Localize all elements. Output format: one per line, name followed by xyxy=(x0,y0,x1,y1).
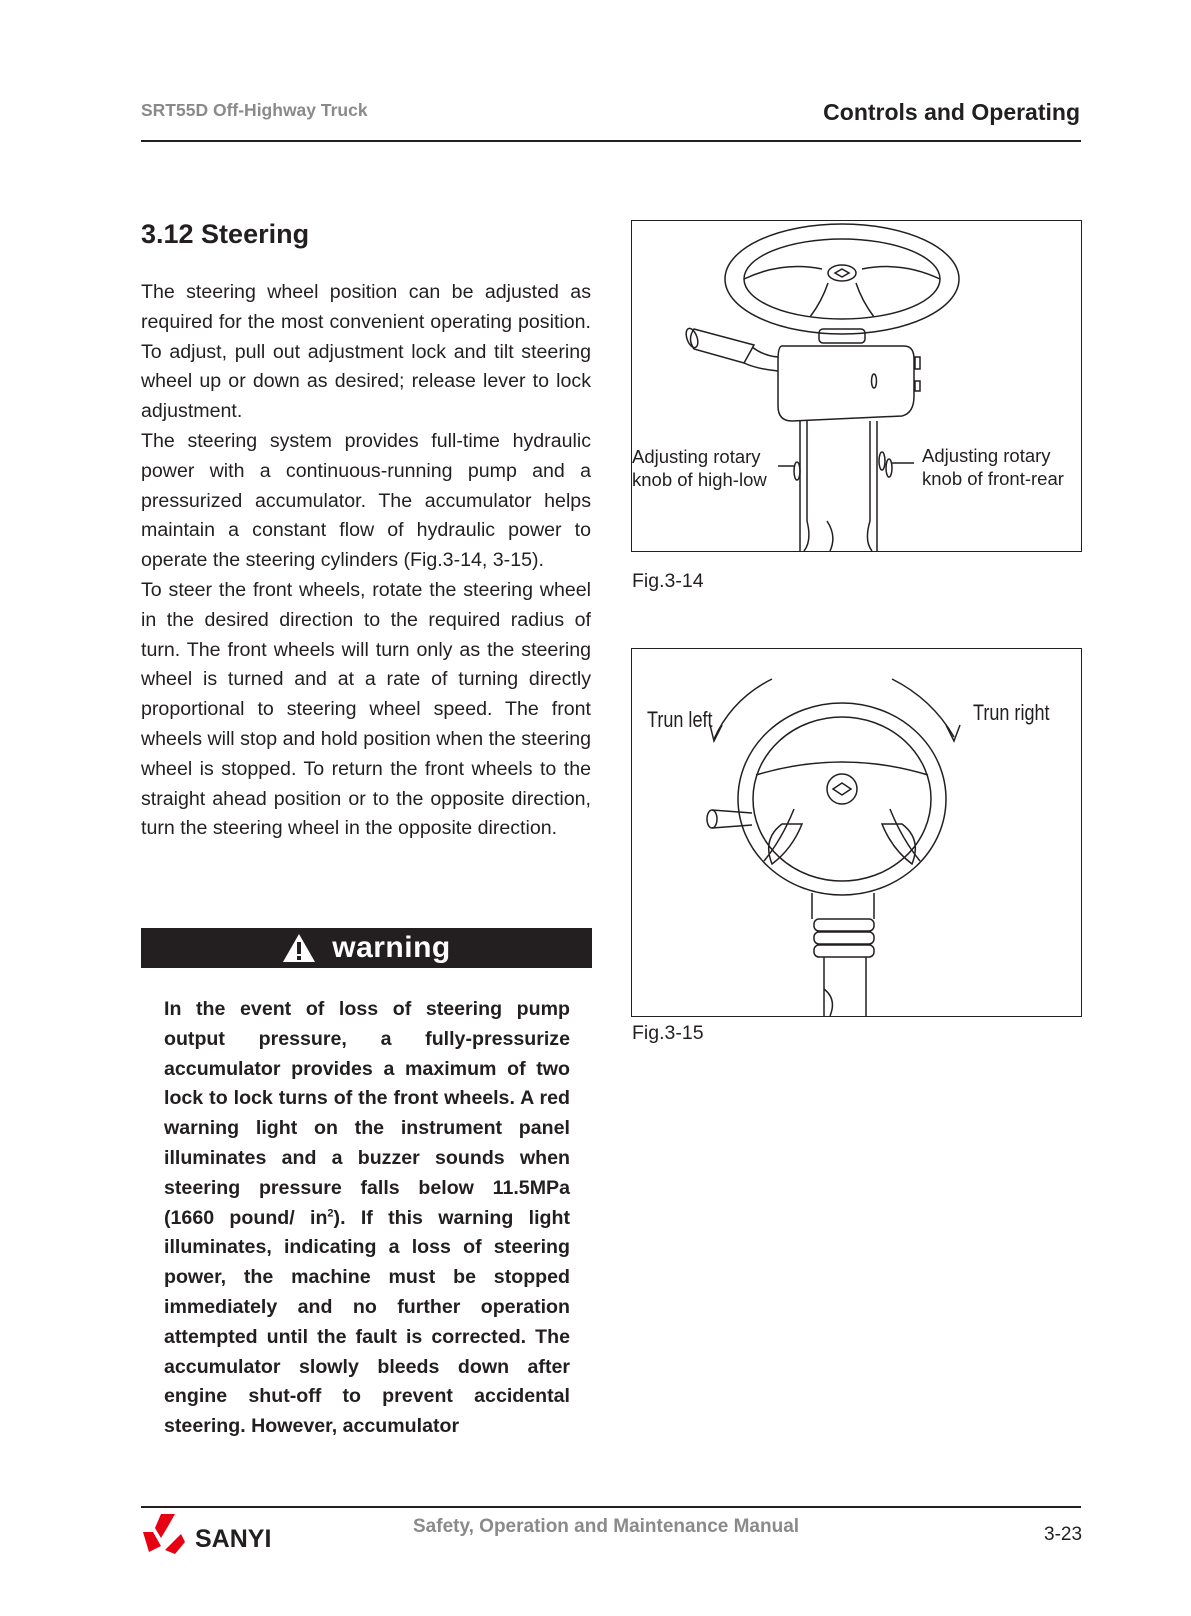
figure-caption: Fig.3-15 xyxy=(632,1022,704,1044)
label-high-low-knob xyxy=(632,445,767,491)
header-manual-title: SRT55D Off-Highway Truck xyxy=(141,100,368,120)
label-line: Adjusting rotary xyxy=(922,445,1051,466)
steering-column-illustration xyxy=(632,221,1081,551)
warning-triangle-icon xyxy=(282,933,316,963)
warning-text-part2: ). If this warning light illuminates, indicating a loss of steering power, the machine must be stopped immediately and no further operation attempted until the fault is corrected. The accumulator slowly bleeds down after engine shut-off to prevent accidental steering. However, accumulator xyxy=(164,1206,570,1438)
footer-rule xyxy=(141,1506,1081,1508)
footer-manual-name: Safety, Operation and Maintenance Manual xyxy=(413,1516,800,1537)
warning-banner xyxy=(141,928,592,968)
label-turn-right: Trun right xyxy=(973,700,1050,725)
section-body xyxy=(141,278,591,844)
sanyi-logo xyxy=(141,1510,291,1563)
warning-text-part1: In the event of loss of steering pump output pressure, a fully-pressurize accumulator provides a maximum of two lock to lock turns of the front wheels. A red warning light on the instrument panel illuminates and a buzzer sounds when steering pressure falls below 11.5MPa (1660 pound/ in xyxy=(164,998,570,1229)
label-turn-left: Trun left xyxy=(647,707,713,732)
header-rule xyxy=(141,140,1081,142)
section-title: 3.12 Steering xyxy=(141,219,310,249)
label-line: knob of high-low xyxy=(632,469,767,490)
superscript: 2 xyxy=(327,1207,334,1220)
figure-caption: Fig.3-14 xyxy=(632,570,704,592)
body-paragraph: The steering wheel position can be adjusted as required for the most convenient operating position. To adjust, pull out adjustment lock and tilt steering wheel up or down as desired; release lever to lock adjustment. xyxy=(141,281,591,423)
warning-text xyxy=(164,995,570,1442)
sanyi-logo-mark xyxy=(141,1510,291,1558)
body-paragraph: The steering system provides full-time hydraulic power with a continuous-running pump and a pressurized accumulator. The accumulator helps maintain a constant flow of hydraulic power to operate the steering cylinders (Fig.3-14, 3-15). xyxy=(141,429,591,572)
page-number: 3-23 xyxy=(1044,1524,1083,1545)
body-paragraph: To steer the front wheels, rotate the steering wheel in the desired direction to the required radius of turn. The front wheels will turn only as the steering wheel is turned and at a rate of turning directly proportional to steering wheel speed. The front wheels will stop and hold position when the steering wheel is stopped. To return the front wheels to the straight ahead position or to the opposite direction, turn the steering wheel in the opposite direction. xyxy=(141,578,591,840)
header-chapter-title: Controls and Operating xyxy=(823,99,1080,125)
label-front-rear-knob xyxy=(922,444,1064,490)
svg-text:SANYI: SANYI xyxy=(195,1525,272,1553)
warning-title: warning xyxy=(332,931,451,964)
label-line: knob of front-rear xyxy=(922,468,1064,489)
figure-steering-column xyxy=(631,220,1082,552)
label-line: Adjusting rotary xyxy=(632,446,761,467)
